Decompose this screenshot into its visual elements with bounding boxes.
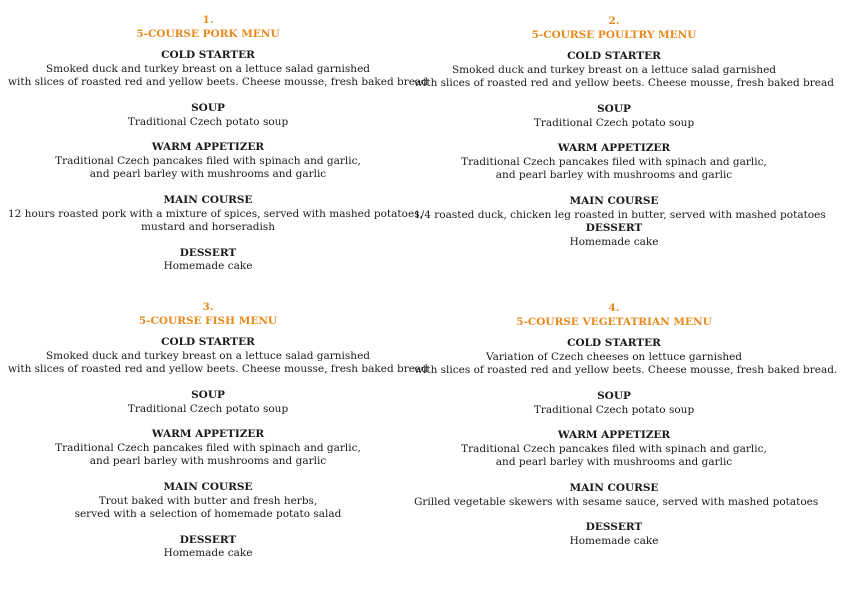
course-section	[8, 428, 408, 469]
menu-number: 4.	[608, 302, 620, 314]
course-section	[8, 49, 428, 90]
course-section	[414, 142, 814, 183]
course-section	[8, 389, 408, 416]
course-description-line: with slices of roasted red and yellow beets. Cheese mousse, fresh baked bread	[8, 363, 428, 376]
course-description-line: with slices of roasted red and yellow beets. Cheese mousse, fresh baked bread	[8, 76, 428, 89]
course-title: DESSERT	[179, 246, 237, 259]
course-title: MAIN COURSE	[569, 194, 659, 207]
course-description-line: Homemade cake	[163, 260, 253, 273]
course-description-line: served with a selection of homemade potato salad	[74, 508, 342, 521]
menu-title: 5-COURSE FISH MENU	[138, 314, 278, 327]
course-description-line: Grilled vegetable skewers with sesame sauce, served with mashed potatoes	[414, 495, 819, 508]
course-section	[414, 521, 814, 548]
course-title: MAIN COURSE	[569, 481, 659, 494]
menu-number: 3.	[202, 301, 214, 313]
course-description-line: Variation of Czech cheeses on lettuce garnished	[485, 350, 743, 363]
course-description-line: Traditional Czech potato soup	[127, 402, 289, 415]
course-title: SOUP	[597, 102, 631, 115]
course-description-line: with slices of roasted red and yellow beets. Cheese mousse, fresh baked bread.	[414, 364, 838, 377]
course-title: DESSERT	[179, 533, 237, 546]
course-title: DESSERT	[585, 521, 643, 534]
course-title: DESSERT	[585, 222, 643, 235]
course-description-line: Traditional Czech pancakes filed with spinach and garlic,	[55, 441, 361, 454]
course-title: COLD STARTER	[161, 336, 255, 349]
course-section	[8, 336, 428, 377]
course-description-line: and pearl barley with mushrooms and garlic	[89, 168, 327, 181]
menu-vegetarian	[414, 302, 838, 560]
course-description-line: Homemade cake	[163, 547, 253, 560]
course-description-line: 1/4 roasted duck, chicken leg roasted in butter, served with mashed potatoes	[414, 208, 826, 221]
course-title: WARM APPETIZER	[151, 141, 265, 154]
menu-title: 5-COURSE VEGETATRIAN MENU	[516, 315, 712, 328]
course-description-line: Traditional Czech potato soup	[533, 116, 695, 129]
course-section	[8, 141, 408, 182]
course-section	[8, 534, 408, 561]
course-title: WARM APPETIZER	[557, 429, 671, 442]
course-description-line: and pearl barley with mushrooms and garlic	[89, 455, 327, 468]
course-title: MAIN COURSE	[163, 480, 253, 493]
course-description-line: Smoked duck and turkey breast on a lettuce salad garnished	[451, 63, 777, 76]
menu-fish	[8, 301, 428, 573]
menu-poultry	[414, 15, 834, 261]
menu-title: 5-COURSE POULTRY MENU	[531, 28, 697, 41]
course-description-line: Traditional Czech pancakes filed with spinach and garlic,	[461, 155, 767, 168]
course-description-line: and pearl barley with mushrooms and garlic	[495, 456, 733, 469]
course-section	[8, 481, 408, 522]
course-description-line: and pearl barley with mushrooms and garlic	[495, 169, 733, 182]
course-section	[414, 390, 814, 417]
course-title: WARM APPETIZER	[557, 142, 671, 155]
course-section	[8, 102, 408, 129]
course-description-line: Traditional Czech pancakes filed with spinach and garlic,	[55, 154, 361, 167]
course-description-line: Smoked duck and turkey breast on a lettuce salad garnished	[45, 62, 371, 75]
course-section	[8, 193, 423, 235]
course-description-line: mustard and horseradish	[141, 221, 275, 234]
menu-title: 5-COURSE PORK MENU	[136, 27, 280, 40]
course-description-line: Traditional Czech pancakes filed with spinach and garlic,	[461, 442, 767, 455]
course-section	[414, 222, 814, 249]
menu-number: 1.	[202, 14, 214, 26]
course-title: WARM APPETIZER	[151, 428, 265, 441]
course-section	[414, 194, 826, 222]
course-title: SOUP	[191, 101, 225, 114]
course-description-line: Traditional Czech potato soup	[533, 403, 695, 416]
course-section	[414, 429, 814, 470]
course-description-line: with slices of roasted red and yellow beets. Cheese mousse, fresh baked bread	[414, 77, 834, 90]
course-description-line: Traditional Czech potato soup	[127, 115, 289, 128]
course-description-line: Trout baked with butter and fresh herbs,	[98, 494, 318, 507]
course-section	[414, 50, 834, 91]
menu-number: 2.	[608, 15, 620, 27]
course-section	[414, 337, 838, 378]
course-section	[414, 481, 819, 509]
course-title: COLD STARTER	[161, 49, 255, 62]
course-title: SOUP	[191, 388, 225, 401]
course-title: SOUP	[597, 389, 631, 402]
course-description-line: Homemade cake	[569, 235, 659, 248]
course-description-line: 12 hours roasted pork with a mixture of spices, served with mashed potatoes,	[8, 207, 423, 220]
course-title: MAIN COURSE	[163, 193, 253, 206]
course-section	[8, 247, 408, 274]
course-section	[414, 103, 814, 130]
course-description-line: Smoked duck and turkey breast on a lettuce salad garnished	[45, 349, 371, 362]
menu-pork	[8, 14, 428, 286]
course-title: COLD STARTER	[567, 50, 661, 63]
course-description-line: Homemade cake	[569, 534, 659, 547]
course-title: COLD STARTER	[567, 337, 661, 350]
